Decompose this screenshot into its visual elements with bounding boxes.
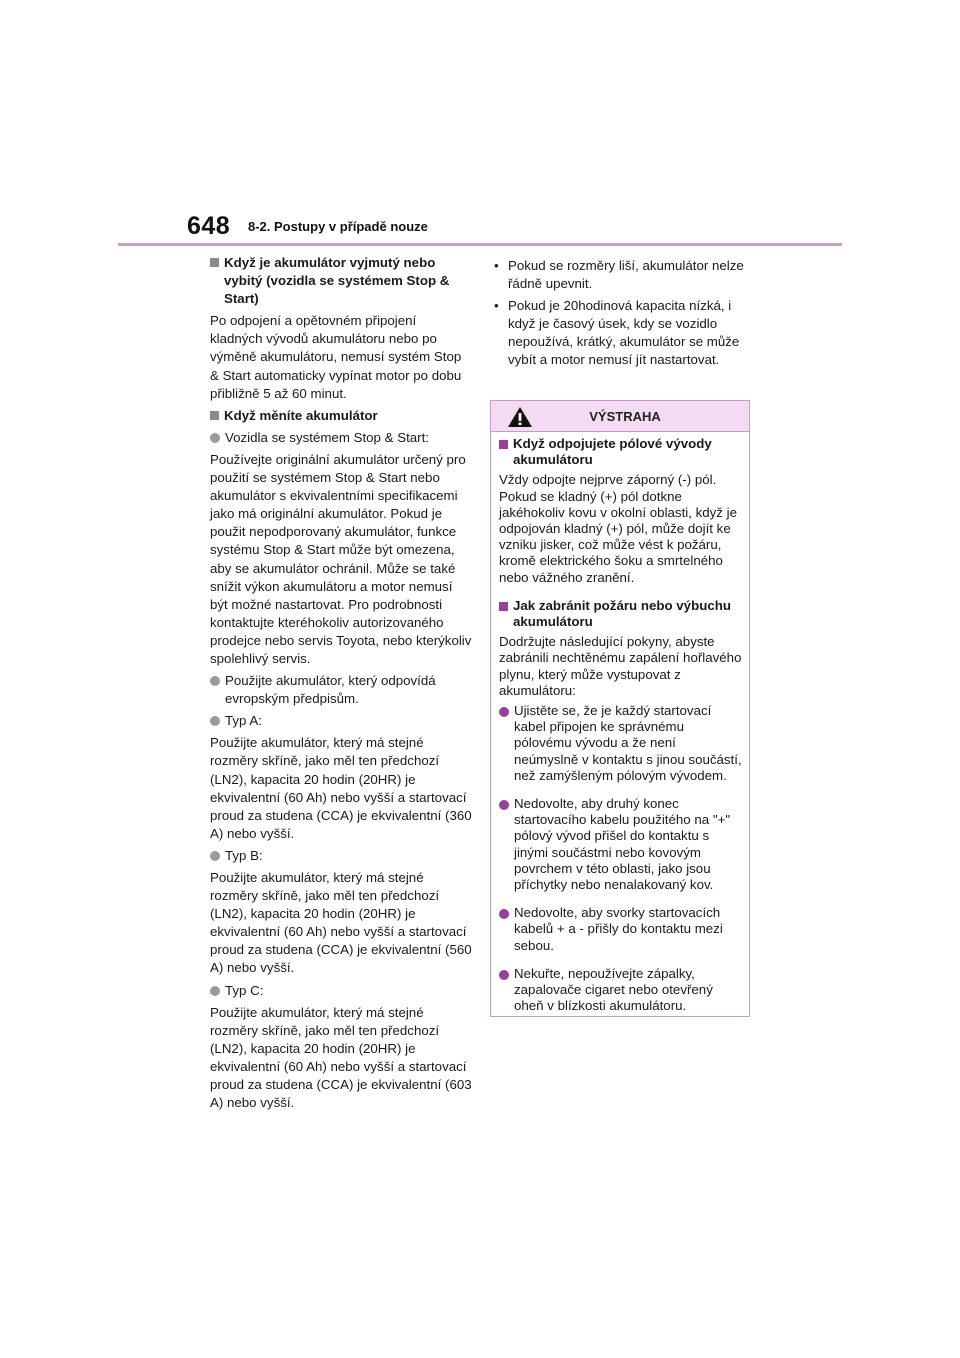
square-bullet-icon <box>210 258 219 267</box>
paragraph: Používejte originální akumulátor určený pro použití se systémem Stop & Start nebo akumulátor s ekvivalentními specifikacemi jako má originální akumulátor. Pokud je použit nepodporovaný akumulátor, funkce systému Stop & Start může být omezena, aby se akumulátor ochránil. Může se také snížit výkon akumulátoru a motor nemusí být možné nastartovat. Pro podrobnosti kontaktujte kteréhokoliv autorizovaného prodejce nebo servis Toyota, nebo kterýkoliv spolehlivý servis. <box>210 451 472 666</box>
section-title: 8-2. Postupy v případě nouze <box>248 219 428 234</box>
paragraph: Dodržujte následující pokyny, abyste zabránili nechtěnému zapálení hořlavého plynu, který může vystupovat z akumulátoru: <box>499 634 742 698</box>
paragraph: Po odpojení a opětovném připojení kladných vývodů akumulátoru nebo po výměně akumulátoru, nemusí systém Stop & Start automaticky vypínat motor po dobu přibližně 5 až 60 minut. <box>210 313 462 401</box>
heading-text: Když odpojujete pólové vývody akumulátoru <box>513 436 712 468</box>
square-bullet-icon <box>210 411 219 420</box>
paragraph: Vždy odpojte nejprve záporný (-) pól. Pokud se kladný (+) pól dotkne jakéhokoliv kovu v okolní oblasti, když je odpojován kladný (+) pól, může dojít ke vzniku jisker, což může vést k požáru, kromě elektrického šoku a smrtelného nebo vážného zranění. <box>499 472 737 585</box>
heading-replacing-battery <box>210 407 472 425</box>
bullet-text: Nedovolte, aby druhý konec startovacího kabelu použitého na "+" pólový vývod přišel do kontaktu s jinými součástmi nebo kovovým povrchem v této oblasti, jako jsou příchytky nebo nenalakovaný kov. <box>514 796 731 893</box>
circle-bullet-icon <box>210 676 220 686</box>
bullet-text: Nekuřte, nepoužívejte zápalky, zapalovače cigaret nebo otevřený oheň v blízkosti akumulátoru. <box>514 965 713 1014</box>
bullet-item <box>499 905 742 954</box>
bullet-item <box>499 703 742 784</box>
heading-text: Když měníte akumulátor <box>224 407 378 423</box>
bullet-item <box>499 966 742 1015</box>
bullet-marker: • <box>494 298 499 314</box>
circle-bullet-icon <box>499 970 509 980</box>
paragraph: Použijte akumulátor, který má stejné rozměry skříně, jako měl ten předchozí (LN2), kapacita 20 hodin (20HR) je ekvivalentní (60 Ah) nebo vyšší a startovací proud za studena (CCA) je ekvivalentní (560 A) nebo vyšší. <box>210 870 472 976</box>
circle-bullet-icon <box>499 909 509 919</box>
bullet-text: Typ B: <box>225 847 263 863</box>
circle-bullet-icon <box>210 433 220 443</box>
circle-bullet-icon <box>210 986 220 996</box>
heading-text: Když je akumulátor vyjmutý nebo vybitý (vozidla se systémem Stop & Start) <box>224 255 450 307</box>
page-number: 648 <box>187 212 231 240</box>
list-item-text: Pokud se rozměry liší, akumulátor nelze řádně upevnit. <box>508 258 744 292</box>
header-divider <box>118 243 842 246</box>
square-bullet-icon <box>499 440 508 449</box>
bullet-text: Typ C: <box>225 982 264 998</box>
square-bullet-icon <box>499 602 508 611</box>
paragraph: Použijte akumulátor, který má stejné rozměry skříně, jako měl ten předchozí (LN2), kapacita 20 hodin (20HR) je ekvivalentní (60 Ah) nebo vyšší a startovací proud za studena (CCA) je ekvivalentní (360 A) nebo vyšší. <box>210 735 472 841</box>
warning-box <box>490 400 750 1017</box>
bullet-item <box>210 847 472 865</box>
circle-bullet-icon <box>210 851 220 861</box>
bullet-item <box>210 712 472 730</box>
bullet-text: Ujistěte se, že je každý startovací kabel připojen ke správnému pólovému vývodu a že není neúmyslně v kontaktu s jinou součástí, než zamýšleným pólovým vývodem. <box>514 703 742 783</box>
circle-bullet-icon <box>210 716 220 726</box>
bullet-item <box>210 672 472 708</box>
bullet-marker: • <box>494 258 499 273</box>
circle-bullet-icon <box>499 707 509 717</box>
warning-title: VÝSTRAHA <box>589 408 661 424</box>
bullet-text: Použijte akumulátor, který odpovídá evropským předpisům. <box>225 673 436 707</box>
warning-header <box>491 401 749 432</box>
list-item <box>492 297 752 369</box>
list-item <box>492 257 752 293</box>
heading-battery-removed <box>210 254 472 308</box>
heading-prevent-fire <box>499 598 742 630</box>
warning-triangle-icon <box>507 406 533 428</box>
right-column <box>492 257 752 374</box>
left-column <box>210 254 472 1116</box>
bullet-text: Typ A: <box>225 713 262 729</box>
circle-bullet-icon <box>499 800 509 810</box>
bullet-item <box>210 982 472 1000</box>
bullet-item <box>210 429 472 447</box>
bullet-item <box>499 796 742 893</box>
bullet-text: Nedovolte, aby svorky startovacích kabelů + a - přišly do kontaktu mezi sebou. <box>514 905 723 953</box>
heading-text: Jak zabránit požáru nebo výbuchu akumulátoru <box>513 597 731 630</box>
bullet-text: Vozidla se systémem Stop & Start: <box>225 429 429 445</box>
paragraph: Použijte akumulátor, který má stejné rozměry skříně, jako měl ten předchozí (LN2), kapacita 20 hodin (20HR) je ekvivalentní (60 Ah) nebo vyšší a startovací proud za studena (CCA) je ekvivalentní (603 A) nebo vyšší. <box>210 1004 472 1111</box>
warning-body <box>491 432 749 1015</box>
list-item-text: Pokud je 20hodinová kapacita nízká, i když je časový úsek, kdy se vozidlo nepoužívá, krátký, akumulátor se může vybít a motor nemusí jít nastartovat. <box>508 298 740 368</box>
heading-disconnecting-terminals <box>499 436 742 468</box>
